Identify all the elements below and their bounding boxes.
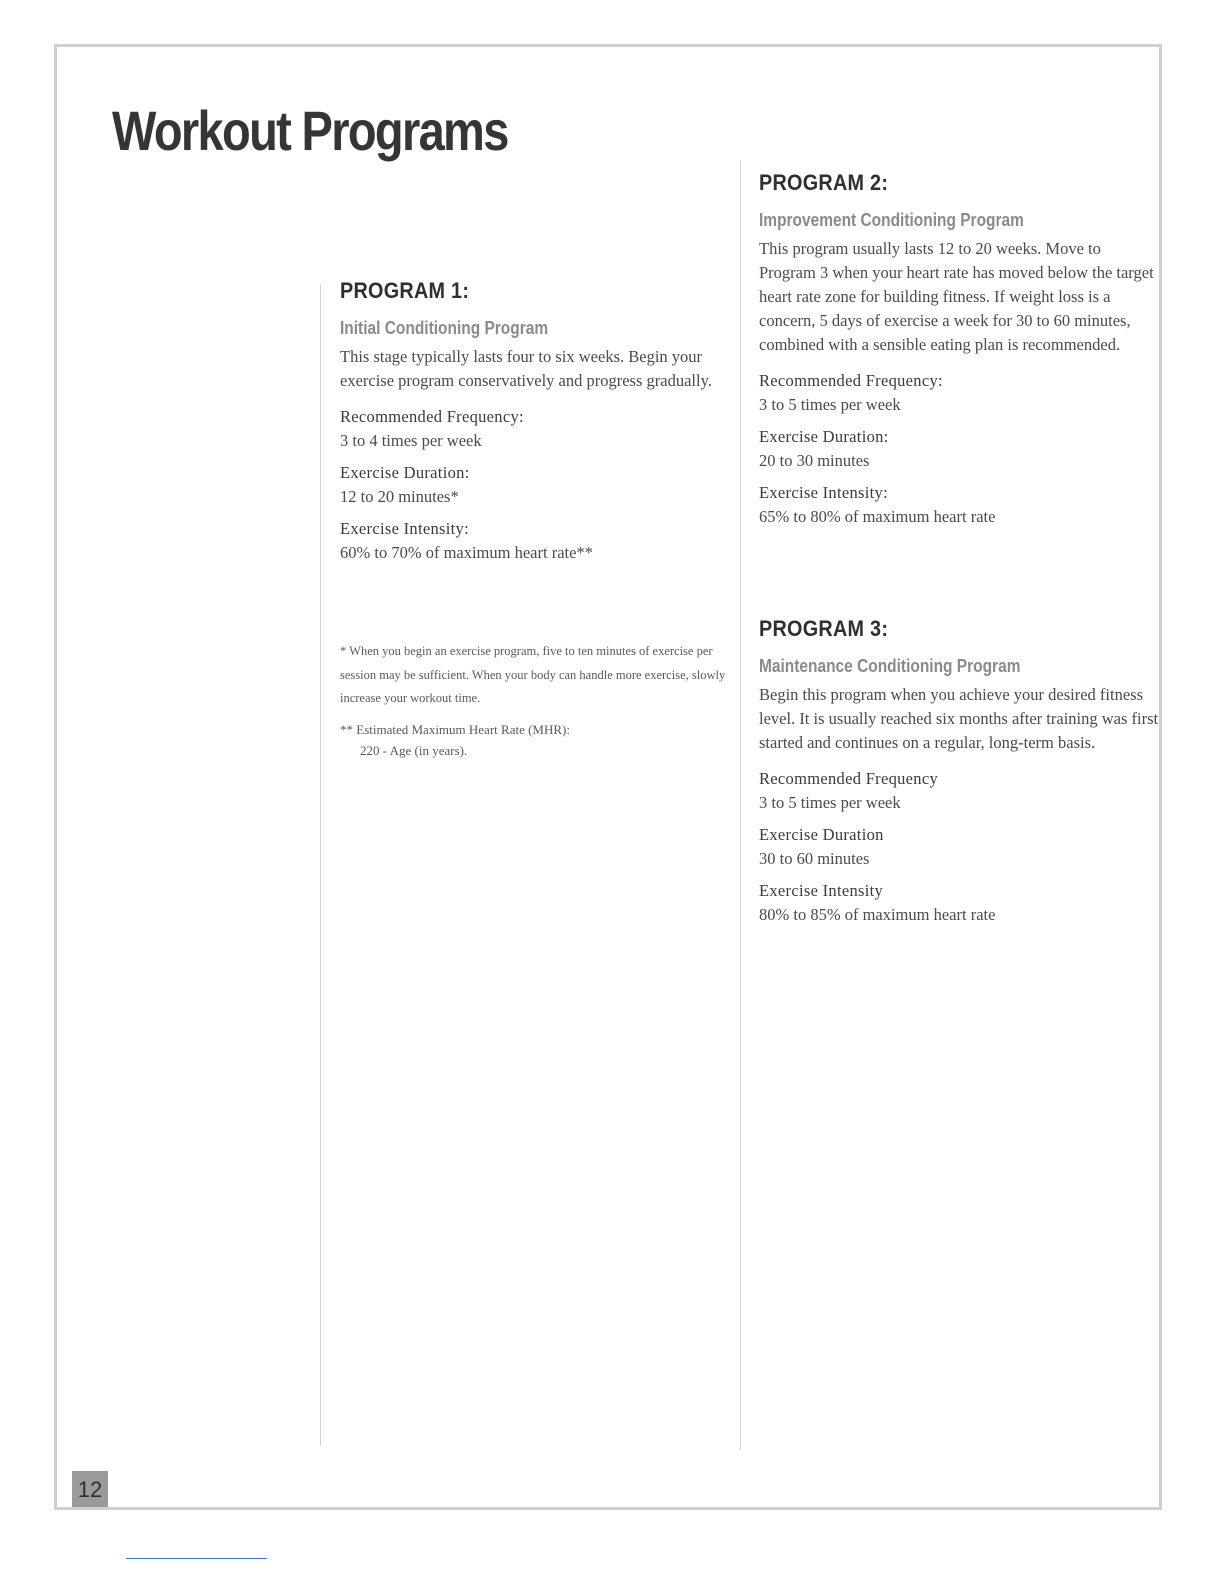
column-divider-left	[320, 284, 321, 1446]
program-2-duration	[759, 425, 1159, 473]
footnote-1: * When you begin an exercise program, five to ten minutes of exercise per session may be sufficient. When your body can handle more exercise, slowly increase your workout time.	[340, 644, 726, 705]
field-value: 3 to 5 times per week	[759, 793, 901, 812]
field-value: 20 to 30 minutes	[759, 451, 870, 470]
program-1-section	[340, 278, 720, 573]
program-3-duration	[759, 823, 1159, 871]
field-label: Exercise Intensity	[759, 881, 884, 900]
field-label: Recommended Frequency:	[759, 371, 943, 390]
program-2-intensity	[759, 481, 1159, 529]
field-label: Exercise Duration:	[340, 463, 470, 482]
program-1-intensity	[340, 517, 720, 565]
footnote-2-line-2: 220 - Age (in years).	[360, 742, 468, 758]
program-3-heading: PROGRAM 3:	[759, 616, 889, 641]
program-2-heading: PROGRAM 2:	[759, 170, 889, 195]
program-1-heading: PROGRAM 1:	[340, 278, 470, 303]
program-1-subtitle: Initial Conditioning Program	[340, 318, 549, 338]
field-label: Exercise Duration	[759, 825, 884, 844]
program-3-description: Begin this program when you achieve your desired fitness level. It is usually reached six months after training was first started and continues on a regular, long-term basis.	[759, 685, 1159, 752]
field-label: Exercise Intensity:	[759, 483, 888, 502]
field-value: 3 to 4 times per week	[340, 431, 482, 450]
footnote-2	[340, 719, 730, 761]
program-3-section	[759, 616, 1159, 935]
field-value: 65% to 80% of maximum heart rate	[759, 507, 996, 526]
program-1-description: This stage typically lasts four to six weeks. Begin your exercise program conservatively and progress gradually.	[340, 347, 712, 390]
field-value: 12 to 20 minutes*	[340, 487, 459, 506]
field-label: Recommended Frequency	[759, 769, 939, 788]
program-2-section	[759, 170, 1159, 537]
column-divider-right	[740, 160, 741, 1450]
footnotes	[340, 640, 730, 761]
program-3-frequency	[759, 767, 1159, 815]
bottom-rule	[126, 1558, 267, 1559]
field-label: Exercise Duration:	[759, 427, 889, 446]
field-label: Exercise Intensity:	[340, 519, 469, 538]
page-title: Workout Programs	[112, 99, 508, 162]
program-1-duration	[340, 461, 720, 509]
field-value: 3 to 5 times per week	[759, 395, 901, 414]
program-2-description: This program usually lasts 12 to 20 weeks. Move to Program 3 when your heart rate has moved below the target heart rate zone for building fitness. If weight loss is a concern, 5 days of exercise a week for 30 to 60 minutes, combined with a sensible eating plan is recommended.	[759, 239, 1154, 354]
program-3-subtitle: Maintenance Conditioning Program	[759, 656, 1021, 676]
program-1-frequency	[340, 405, 720, 453]
field-value: 30 to 60 minutes	[759, 849, 870, 868]
page-number: 12	[72, 1471, 108, 1507]
field-value: 80% to 85% of maximum heart rate	[759, 905, 996, 924]
field-value: 60% to 70% of maximum heart rate**	[340, 543, 593, 562]
program-2-frequency	[759, 369, 1159, 417]
program-3-intensity	[759, 879, 1159, 927]
footnote-2-line-1: ** Estimated Maximum Heart Rate (MHR):	[340, 721, 570, 737]
field-label: Recommended Frequency:	[340, 407, 524, 426]
program-2-subtitle: Improvement Conditioning Program	[759, 210, 1024, 230]
